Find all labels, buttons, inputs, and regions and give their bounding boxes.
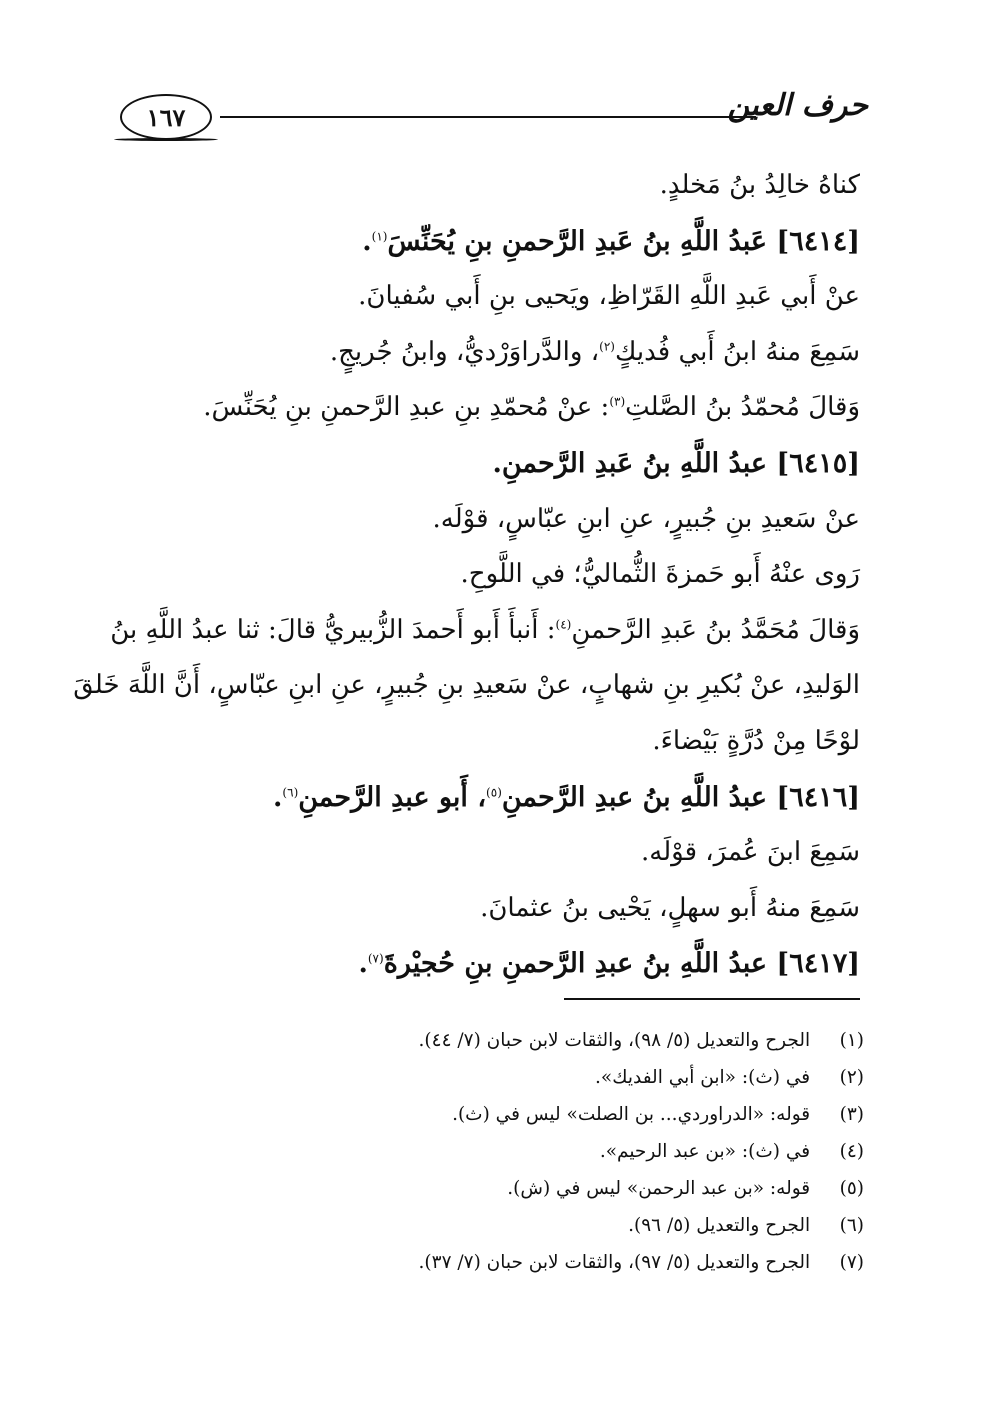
text: عنْ أَبي عَبدِ اللَّهِ القَرّاظِ، ويَحيى بنِ أَبي سُفيانَ. xyxy=(358,281,860,312)
text: وَقالَ مُحمّدُ بنُ الصَّلتِ xyxy=(625,392,860,423)
footnote-item xyxy=(124,1059,864,1096)
footnote-item xyxy=(124,1207,864,1244)
footnote-ref: (١) xyxy=(371,228,388,243)
footnote-item xyxy=(124,1170,864,1207)
footnote-ref: (٣) xyxy=(609,394,626,409)
text-line xyxy=(120,881,860,937)
running-header xyxy=(108,88,868,144)
text: لوْحًا مِنْ دُرَّةٍ بَيْضاءَ. xyxy=(652,725,860,756)
entry-title-cont: ، أَبو عبدِ الرَّحمنِ xyxy=(298,781,487,813)
footnote-text: قوله: «الدراوردي... بن الصلت» ليس في (ث). xyxy=(452,1104,811,1125)
footnote-number: (٥) xyxy=(839,1178,864,1199)
footnote-separator xyxy=(564,998,860,1000)
footnote-item xyxy=(124,1244,864,1281)
footnote-ref: (٤) xyxy=(555,617,572,632)
footnote-item xyxy=(124,1096,864,1133)
footnote-text: الجرح والتعديل (٥/ ٩٨)، والثقات لابن حبان (٧/ ٤٤). xyxy=(418,1030,811,1051)
text-line xyxy=(120,492,860,548)
entry-heading-6415 xyxy=(120,436,860,492)
main-text xyxy=(73,158,860,992)
punct: . xyxy=(358,948,368,980)
text-line xyxy=(120,325,860,381)
footnote-text: في (ث): «بن عبد الرحيم». xyxy=(599,1141,811,1162)
footnote-ref: (٧) xyxy=(367,951,384,966)
text: ، والدَّراوَرْديُّ، وابنُ جُريجٍ. xyxy=(329,336,600,367)
entry-title: [٦٤١٥] عبدُ اللَّهِ بنُ عَبدِ الرَّحمنِ. xyxy=(492,447,860,479)
text: : أَنبأَ أَبو أَحمدَ الزُّبيريُّ قالَ: ثنا عبدُ اللَّهِ بنُ xyxy=(110,614,556,645)
text: سَمِعَ منهُ أَبو سهلٍ، يَحْيى بنُ عثمانَ. xyxy=(480,892,860,923)
text: سَمِعَ ابنَ عُمرَ، قوْلَه. xyxy=(641,837,860,868)
page-number: ١٦٧ xyxy=(120,94,212,140)
text: وَقالَ مُحَمَّدُ بنُ عَبدِ الرَّحمنِ xyxy=(571,614,860,645)
footnote-ref: (٦) xyxy=(282,784,299,799)
entry-heading-6416 xyxy=(120,770,860,826)
text-line xyxy=(73,658,860,714)
footnote-number: (٦) xyxy=(839,1215,864,1236)
text-line xyxy=(120,380,860,436)
footnote-ref: (٢) xyxy=(599,339,615,354)
footnote-text: الجرح والتعديل (٥/ ٩٧)، والثقات لابن حبان (٧/ ٣٧). xyxy=(418,1252,811,1273)
punct: . xyxy=(273,781,283,813)
text-line xyxy=(120,547,860,603)
footnote-number: (٣) xyxy=(839,1104,864,1125)
text-line xyxy=(120,825,860,881)
footnote-ref: (٥) xyxy=(486,784,502,799)
text-line xyxy=(120,158,860,214)
text-line xyxy=(110,603,860,659)
text: كناهُ خالِدُ بنُ مَخلدٍ. xyxy=(659,170,860,200)
entry-heading-6414 xyxy=(120,214,860,270)
footnote-item xyxy=(124,1022,864,1059)
text: : عنْ مُحمّدِ بنِ عبدِ الرَّحمنِ بنِ يُحَنِّسَ. xyxy=(203,392,610,423)
entry-heading-6417 xyxy=(120,936,860,992)
footnote-number: (١) xyxy=(839,1030,864,1051)
text: رَوى عنْهُ أَبو حَمزةَ الثُّماليُّ؛ في اللَّوحِ. xyxy=(460,559,860,590)
entry-title: [٦٤١٦] عبدُ اللَّهِ بنُ عبدِ الرَّحمنِ xyxy=(501,781,860,813)
punct: . xyxy=(362,225,372,257)
text: الوَليدِ، عنْ بُكيرِ بنِ شهابٍ، عنْ سَعيدِ بنِ جُبيرٍ، عنِ ابنِ عبّاسٍ، أَنَّ اللَّهَ خَلقَ xyxy=(73,670,860,701)
chapter-title: حرف العين xyxy=(727,88,868,123)
text: عنْ سَعيدِ بنِ جُبيرٍ، عنِ ابنِ عبّاسٍ، قوْلَه. xyxy=(432,503,860,534)
footnotes xyxy=(124,1022,864,1281)
footnote-text: الجرح والتعديل (٥/ ٩٦). xyxy=(628,1215,811,1236)
footnote-number: (٢) xyxy=(839,1067,864,1088)
text-line xyxy=(120,714,860,770)
entry-title: [٦٤١٧] عبدُ اللَّهِ بنُ عبدِ الرَّحمنِ بنِ حُجيْرةَ xyxy=(383,948,860,980)
footnote-text: قوله: «بن عبد الرحمن» ليس في (ش). xyxy=(507,1178,811,1199)
text: سَمِعَ منهُ ابنُ أَبي فُديكٍ xyxy=(614,336,860,367)
footnote-number: (٧) xyxy=(839,1252,864,1273)
header-rule xyxy=(220,116,756,118)
text-line xyxy=(120,269,860,325)
footnote-number: (٤) xyxy=(839,1141,864,1162)
entry-title: [٦٤١٤] عَبدُ اللَّهِ بنُ عَبدِ الرَّحمنِ بنِ يُحَنِّسَ xyxy=(387,225,860,257)
footnote-text: في (ث): «ابن أبي الفديك». xyxy=(595,1067,811,1088)
footnote-item xyxy=(124,1133,864,1170)
